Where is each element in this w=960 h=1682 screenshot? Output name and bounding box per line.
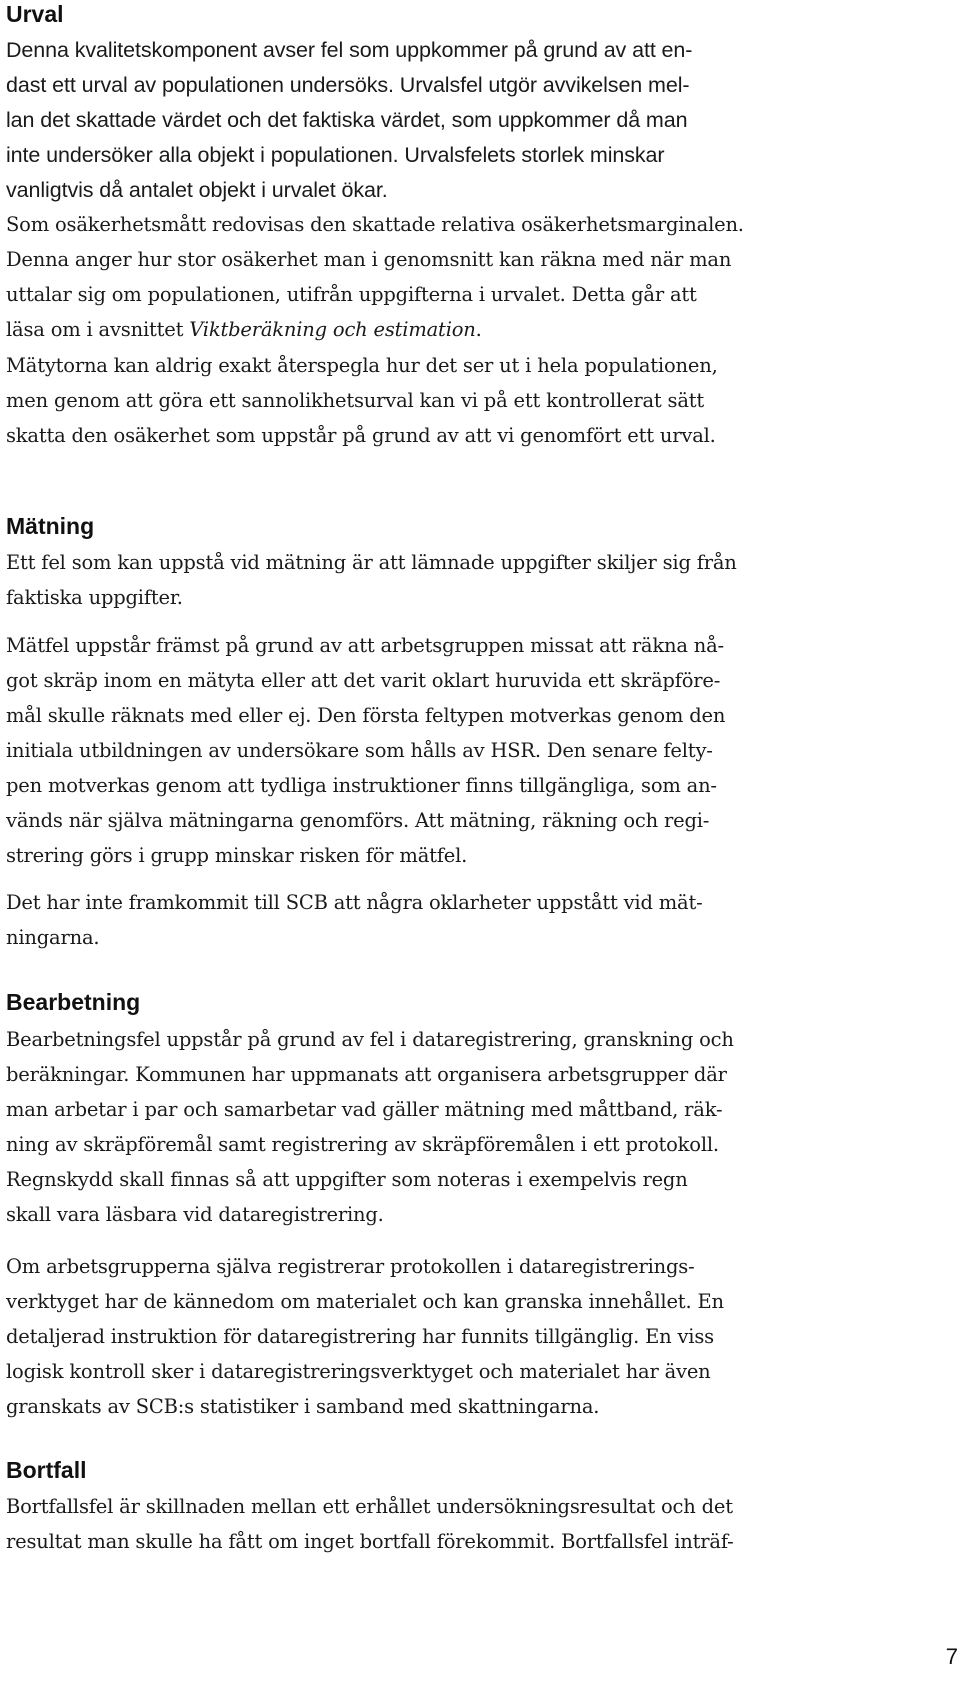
paragraph-matning-3 xyxy=(6,885,702,955)
text-line: Bortfallsfel är skillnaden mellan ett erhållet undersökningsresultat och det xyxy=(6,1495,733,1518)
text-line: men genom att göra ett sannolikhetsurval kan vi på ett kontrollerat sätt xyxy=(6,389,705,412)
section-reference: Viktberäkning och estimation xyxy=(189,318,476,341)
text-line: inte undersöker alla objekt i populationen. Urvalsfelets storlek minskar xyxy=(6,143,665,167)
text-line: pen motverkas genom att tydliga instruktioner finns tillgängliga, som an- xyxy=(6,774,717,797)
section-heading-matning: Mätning xyxy=(6,513,95,539)
section-heading-urval: Urval xyxy=(6,1,64,27)
text-fragment: . xyxy=(475,318,482,341)
section-heading-bortfall: Bortfall xyxy=(6,1457,87,1483)
text-fragment: läsa om i avsnittet xyxy=(6,318,190,341)
text-line: Regnskydd skall finnas så att uppgifter som noteras i exempelvis regn xyxy=(6,1168,688,1191)
text-line: got skräp inom en mätyta eller att det varit oklart huruvida ett skräpföre- xyxy=(6,669,721,692)
text-line: faktiska uppgifter. xyxy=(6,586,183,609)
text-line: Det har inte framkommit till SCB att några oklarheter uppstått vid mät- xyxy=(6,891,703,914)
text-line: resultat man skulle ha fått om inget bortfall förekommit. Bortfallsfel inträf- xyxy=(6,1530,734,1553)
text-line: detaljerad instruktion för dataregistrering har funnits tillgänglig. En viss xyxy=(6,1325,714,1348)
text-line: skatta den osäkerhet som uppstår på grund av att vi genomfört ett urval. xyxy=(6,424,716,447)
text-line: Bearbetningsfel uppstår på grund av fel i dataregistrering, granskning och xyxy=(6,1028,734,1051)
text-line: Mätytorna kan aldrig exakt återspegla hur det ser ut i hela populationen, xyxy=(6,354,718,377)
paragraph-matning-1 xyxy=(6,545,737,615)
text-line: strering görs i grupp minskar risken för mätfel. xyxy=(6,844,468,867)
text-line: granskats av SCB:s statistiker i samband med skattningarna. xyxy=(6,1395,600,1418)
paragraph-bortfall-1 xyxy=(6,1489,734,1559)
text-line: Om arbetsgrupperna själva registrerar protokollen i dataregistrerings- xyxy=(6,1255,695,1278)
text-line: Ett fel som kan uppstå vid mätning är att lämnade uppgifter skiljer sig från xyxy=(6,551,737,574)
text-line xyxy=(6,312,744,347)
text-line: beräkningar. Kommunen har uppmanats att organisera arbetsgrupper där xyxy=(6,1063,727,1086)
page-number: 7 xyxy=(945,1644,958,1669)
text-line: man arbetar i par och samarbetar vad gäller mätning med måttband, räk- xyxy=(6,1098,723,1121)
text-line: initiala utbildningen av undersökare som hålls av HSR. Den senare felty- xyxy=(6,739,713,762)
paragraph-urval-3 xyxy=(6,348,718,453)
text-line: Denna anger hur stor osäkerhet man i genomsnitt kan räkna med när man xyxy=(6,248,732,271)
text-line: vanligtvis då antalet objekt i urvalet ökar. xyxy=(6,178,388,202)
text-line: Som osäkerhetsmått redovisas den skattade relativa osäkerhetsmarginalen. xyxy=(6,213,744,236)
paragraph-bearbetning-1 xyxy=(6,1022,734,1232)
text-line: lan det skattade värdet och det faktiska värdet, som uppkommer då man xyxy=(6,108,688,132)
paragraph-urval-2 xyxy=(6,207,744,347)
paragraph-urval-1 xyxy=(6,33,692,208)
text-line: skall vara läsbara vid dataregistrering. xyxy=(6,1203,384,1226)
text-line: vänds när själva mätningarna genomförs. Att mätning, räkning och regi- xyxy=(6,809,710,832)
text-line: ning av skräpföremål samt registrering av skräpföremålen i ett protokoll. xyxy=(6,1133,719,1156)
paragraph-matning-2 xyxy=(6,628,725,873)
text-line: Mätfel uppstår främst på grund av att arbetsgruppen missat att räkna nå- xyxy=(6,634,724,657)
section-heading-bearbetning: Bearbetning xyxy=(6,989,141,1015)
text-line: mål skulle räknats med eller ej. Den första feltypen motverkas genom den xyxy=(6,704,726,727)
text-line: verktyget har de kännedom om materialet och kan granska innehållet. En xyxy=(6,1290,724,1313)
text-line: uttalar sig om populationen, utifrån uppgifterna i urvalet. Detta går att xyxy=(6,283,697,306)
text-line: Denna kvalitetskomponent avser fel som uppkommer på grund av att en- xyxy=(6,38,693,62)
paragraph-bearbetning-2 xyxy=(6,1249,724,1424)
text-line: ningarna. xyxy=(6,926,100,949)
text-line: logisk kontroll sker i dataregistreringsverktyget och materialet har även xyxy=(6,1360,711,1383)
text-line: dast ett urval av populationen undersöks. Urvalsfel utgör avvikelsen mel- xyxy=(6,73,690,97)
